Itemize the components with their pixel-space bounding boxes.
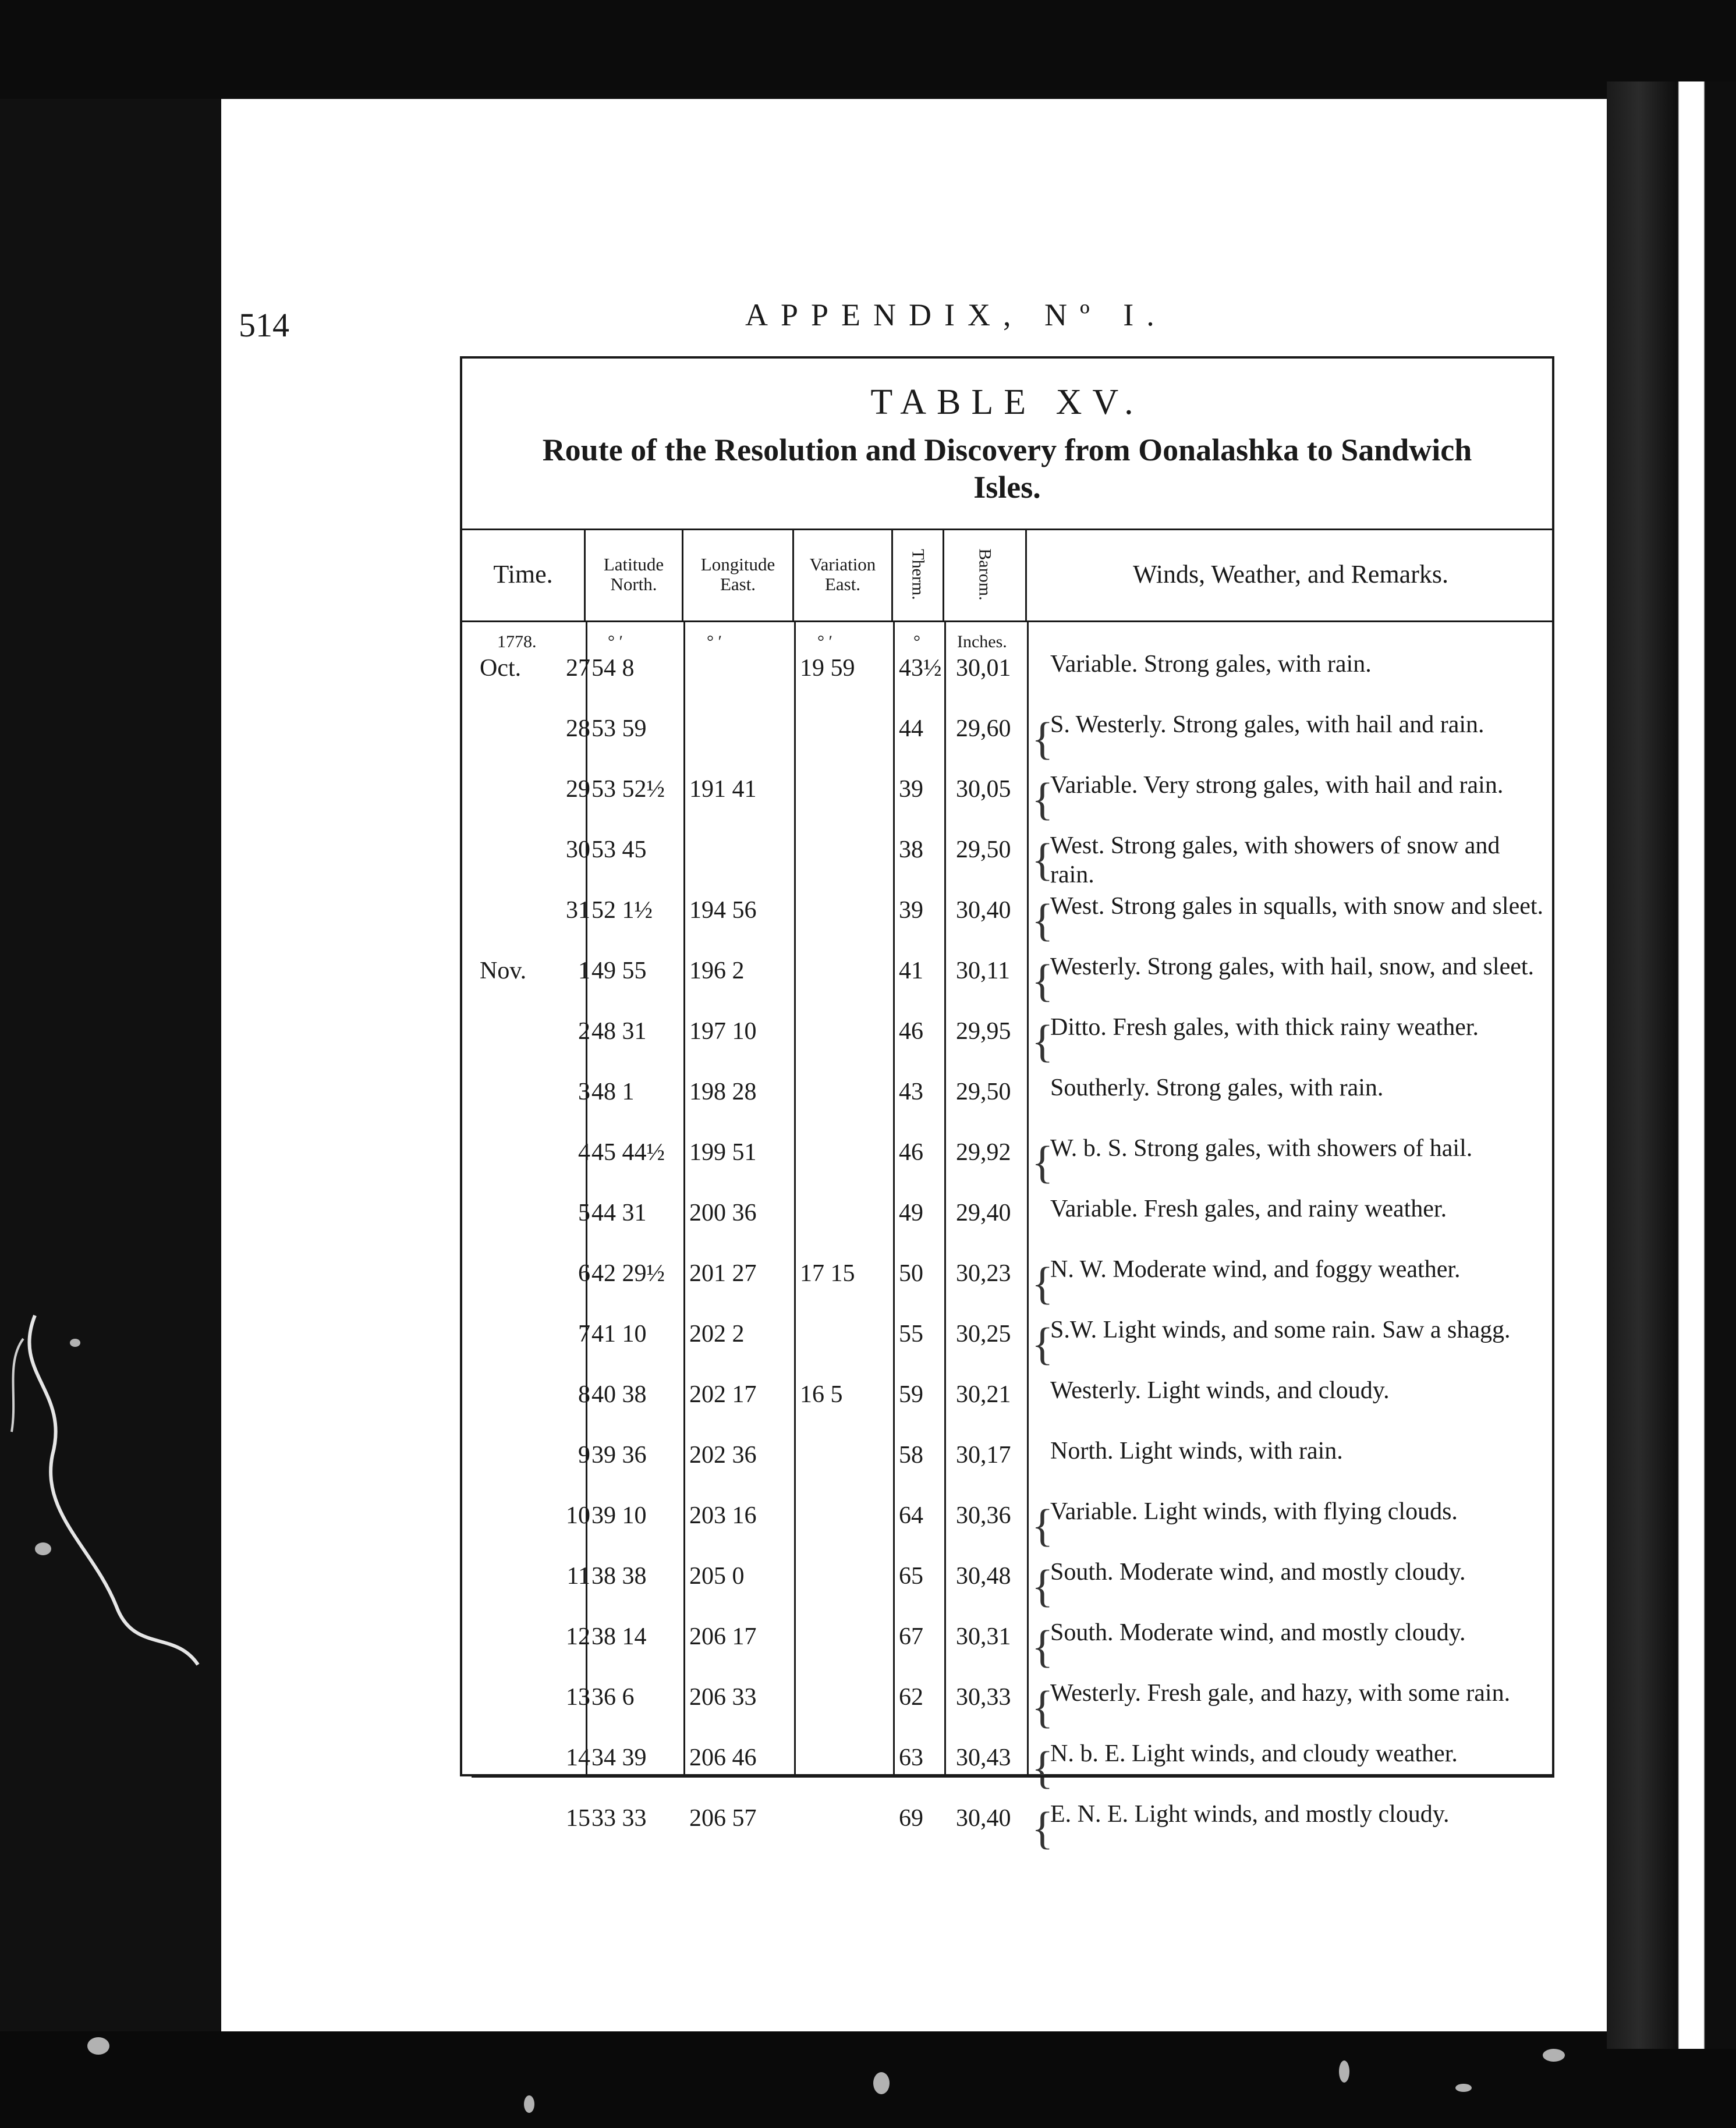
brace-glyph: { <box>1032 1621 1054 1672</box>
header-remarks: Winds, Weather, and Remarks. <box>1133 560 1448 588</box>
brace-glyph: { <box>1032 1500 1054 1551</box>
thermometer-cell: 65 <box>899 1563 923 1590</box>
barometer-cell: 29,95 <box>956 1018 1011 1045</box>
barometer-cell: 29,92 <box>956 1139 1011 1166</box>
brace-glyph: { <box>1032 895 1054 945</box>
table-row <box>462 1618 1552 1679</box>
barometer-cell: 30,11 <box>956 957 1010 984</box>
thermometer-cell: 39 <box>899 897 923 924</box>
longitude-cell: 194 56 <box>689 897 757 924</box>
brace-glyph: { <box>1032 1742 1054 1793</box>
brace-glyph: { <box>1032 1318 1054 1369</box>
scan-speck <box>87 2037 109 2055</box>
day-cell: 10 <box>566 1502 590 1529</box>
latitude-cell: 34 39 <box>591 1744 647 1771</box>
thermometer-cell: 38 <box>899 836 923 863</box>
table-row <box>462 1255 1552 1315</box>
scan-speck <box>1339 2060 1349 2083</box>
scan-speck <box>1543 2049 1565 2062</box>
longitude-cell: 199 51 <box>689 1139 757 1166</box>
latitude-cell: 52 1½ <box>591 897 653 924</box>
brace-glyph: { <box>1032 1137 1054 1187</box>
latitude-cell: 39 36 <box>591 1442 647 1469</box>
day-cell: 8 <box>578 1381 590 1408</box>
table-row <box>462 1800 1552 1860</box>
day-cell: 3 <box>578 1079 590 1105</box>
barometer-cell: 30,40 <box>956 897 1011 924</box>
latitude-cell: 36 6 <box>591 1684 635 1711</box>
table-row <box>462 1739 1552 1800</box>
day-cell: 31 <box>566 897 590 924</box>
scan-speck <box>35 1542 51 1555</box>
latitude-cell: 41 10 <box>591 1321 647 1347</box>
remark-cell: S.W. Light winds, and some rain. Saw a shagg. <box>1050 1317 1511 1343</box>
day-cell: 4 <box>578 1139 590 1166</box>
longitude-cell: 203 16 <box>689 1502 757 1529</box>
remark-cell: N. b. E. Light winds, and cloudy weather. <box>1050 1740 1458 1767</box>
table-row <box>462 1013 1552 1073</box>
barometer-cell: 30,21 <box>956 1381 1011 1408</box>
day-cell: 13 <box>566 1684 590 1711</box>
table-row <box>462 1558 1552 1618</box>
header-latitude: Latitude North. <box>586 529 683 620</box>
header-thermometer: Therm. <box>893 529 944 620</box>
longitude-cell: 206 33 <box>689 1684 757 1711</box>
latitude-cell: 53 52½ <box>591 776 665 803</box>
latitude-cell: 54 8 <box>591 655 635 682</box>
brace-glyph: { <box>1032 1560 1054 1611</box>
stray-thread <box>0 1304 221 1700</box>
table-row <box>462 1679 1552 1739</box>
thermometer-cell: 58 <box>899 1442 923 1469</box>
thermometer-cell: 55 <box>899 1321 923 1347</box>
barometer-cell: 30,33 <box>956 1684 1011 1711</box>
unit-variation: ° ′ <box>817 632 833 651</box>
brace-glyph: { <box>1032 1803 1054 1853</box>
table-title: TABLE XV. <box>870 382 1144 422</box>
table-row <box>462 1437 1552 1497</box>
latitude-cell: 33 33 <box>591 1805 647 1832</box>
table-row <box>462 1194 1552 1255</box>
table-row <box>462 1134 1552 1194</box>
longitude-cell: 191 41 <box>689 776 757 803</box>
page-number: 514 <box>239 306 289 344</box>
remark-cell: West. Strong gales, with showers of snow and rain. <box>1050 832 1500 888</box>
remark-cell: Variable. Strong gales, with rain. <box>1050 651 1372 678</box>
remark-cell: Southerly. Strong gales, with rain. <box>1050 1074 1384 1101</box>
brace-glyph: { <box>1032 1682 1054 1732</box>
thermometer-cell: 49 <box>899 1200 923 1226</box>
day-cell: 27 <box>566 655 590 682</box>
latitude-cell: 38 38 <box>591 1563 647 1590</box>
scan-speck <box>1455 2084 1472 2092</box>
barometer-cell: 30,25 <box>956 1321 1011 1347</box>
brace-glyph: { <box>1032 1016 1054 1066</box>
remark-cell: Westerly. Light winds, and cloudy. <box>1050 1377 1390 1404</box>
longitude-cell: 201 27 <box>689 1260 757 1287</box>
table-row <box>462 1073 1552 1134</box>
bottom-rule <box>472 1775 1554 1778</box>
header-rule <box>462 620 1552 622</box>
remark-cell: Variable. Light winds, with flying clouds. <box>1050 1498 1458 1525</box>
longitude-cell: 205 0 <box>689 1563 745 1590</box>
latitude-cell: 53 59 <box>591 715 647 742</box>
thermometer-cell: 64 <box>899 1502 923 1529</box>
brace-glyph: { <box>1032 834 1054 885</box>
table-row <box>462 1376 1552 1437</box>
header-barometer: Barom. <box>944 529 1027 620</box>
longitude-cell: 197 10 <box>689 1018 757 1045</box>
day-cell: 12 <box>566 1623 590 1650</box>
latitude-cell: 40 38 <box>591 1381 647 1408</box>
latitude-cell: 49 55 <box>591 957 647 984</box>
data-table <box>460 356 1554 1853</box>
remark-cell: Westerly. Fresh gale, and hazy, with some rain. <box>1050 1680 1511 1707</box>
table-row <box>462 710 1552 771</box>
day-cell: 6 <box>578 1260 590 1287</box>
unit-year: 1778. <box>497 632 537 651</box>
table-row <box>462 650 1552 710</box>
latitude-cell: 39 10 <box>591 1502 647 1529</box>
month-cell: Oct. <box>480 655 522 682</box>
thermometer-cell: 41 <box>899 957 923 984</box>
table-row <box>462 1315 1552 1376</box>
table-row <box>462 1497 1552 1558</box>
day-cell: 11 <box>566 1563 590 1590</box>
latitude-cell: 48 1 <box>591 1079 635 1105</box>
unit-latitude: ° ′ <box>608 632 623 651</box>
latitude-cell: 42 29½ <box>591 1260 665 1287</box>
remark-cell: W. b. S. Strong gales, with showers of hail. <box>1050 1135 1473 1162</box>
variation-cell: 16 5 <box>800 1381 843 1408</box>
unit-barometer: Inches. <box>957 632 1007 651</box>
day-cell: 29 <box>566 776 590 803</box>
latitude-cell: 48 31 <box>591 1018 647 1045</box>
thermometer-cell: 62 <box>899 1684 923 1711</box>
thermometer-cell: 39 <box>899 776 923 803</box>
longitude-cell: 200 36 <box>689 1200 757 1226</box>
remark-cell: N. W. Moderate wind, and foggy weather. <box>1050 1256 1461 1283</box>
longitude-cell: 206 17 <box>689 1623 757 1650</box>
table-row <box>462 831 1552 892</box>
table-title-block <box>462 359 1552 530</box>
table-row <box>462 952 1552 1013</box>
table-row <box>462 771 1552 831</box>
barometer-cell: 30,31 <box>956 1623 1011 1650</box>
month-cell: Nov. <box>480 957 527 984</box>
latitude-cell: 53 45 <box>591 836 647 863</box>
barometer-cell: 30,17 <box>956 1442 1011 1469</box>
variation-cell: 19 59 <box>800 655 855 682</box>
unit-thermometer: ° <box>913 632 920 651</box>
barometer-cell: 29,50 <box>956 1079 1011 1105</box>
thermometer-cell: 43½ <box>899 655 942 682</box>
thermometer-cell: 44 <box>899 715 923 742</box>
thermometer-cell: 63 <box>899 1744 923 1771</box>
longitude-cell: 198 28 <box>689 1079 757 1105</box>
barometer-cell: 29,60 <box>956 715 1011 742</box>
thermometer-cell: 46 <box>899 1139 923 1166</box>
longitude-cell: 202 36 <box>689 1442 757 1469</box>
thermometer-cell: 43 <box>899 1079 923 1105</box>
barometer-cell: 30,36 <box>956 1502 1011 1529</box>
scan-border-bottom <box>0 2031 1736 2128</box>
variation-cell: 17 15 <box>800 1260 855 1287</box>
thermometer-cell: 69 <box>899 1805 923 1832</box>
longitude-cell: 202 2 <box>689 1321 745 1347</box>
barometer-cell: 30,05 <box>956 776 1011 803</box>
remark-cell: Westerly. Strong gales, with hail, snow, and sleet. <box>1050 953 1535 980</box>
barometer-cell: 30,43 <box>956 1744 1011 1771</box>
header-variation: Variation East. <box>794 529 893 620</box>
longitude-cell: 206 57 <box>689 1805 757 1832</box>
latitude-cell: 44 31 <box>591 1200 647 1226</box>
barometer-cell: 30,01 <box>956 655 1011 682</box>
header-longitude: Longitude East. <box>683 529 794 620</box>
day-cell: 28 <box>566 715 590 742</box>
thermometer-cell: 59 <box>899 1381 923 1408</box>
remark-cell: Ditto. Fresh gales, with thick rainy weather. <box>1050 1014 1479 1041</box>
table-subtitle: Route of the Resolution and Discovery from Oonalashka to Sandwich Isles. <box>542 432 1472 505</box>
unit-longitude: ° ′ <box>707 632 722 651</box>
scan-speck <box>524 2095 534 2113</box>
thermometer-cell: 46 <box>899 1018 923 1045</box>
remark-cell: South. Moderate wind, and mostly cloudy. <box>1050 1559 1466 1586</box>
day-cell: 9 <box>578 1442 590 1469</box>
brace-glyph: { <box>1032 955 1054 1006</box>
remark-cell: West. Strong gales in squalls, with snow and sleet. <box>1050 893 1544 920</box>
barometer-cell: 30,48 <box>956 1563 1011 1590</box>
barometer-cell: 30,40 <box>956 1805 1011 1832</box>
day-cell: 30 <box>566 836 590 863</box>
longitude-cell: 206 46 <box>689 1744 757 1771</box>
remark-cell: S. Westerly. Strong gales, with hail and rain. <box>1050 711 1485 738</box>
remark-cell: South. Moderate wind, and mostly cloudy. <box>1050 1619 1466 1646</box>
thermometer-cell: 50 <box>899 1260 923 1287</box>
day-cell: 2 <box>578 1018 590 1045</box>
latitude-cell: 45 44½ <box>591 1139 665 1166</box>
remark-cell: Variable. Fresh gales, and rainy weather. <box>1050 1196 1447 1222</box>
longitude-cell: 202 17 <box>689 1381 757 1408</box>
barometer-cell: 30,23 <box>956 1260 1011 1287</box>
day-cell: 7 <box>578 1321 590 1347</box>
day-cell: 14 <box>566 1744 590 1771</box>
day-cell: 1 <box>578 957 590 984</box>
day-cell: 15 <box>566 1805 590 1832</box>
scan-speck <box>70 1339 80 1347</box>
remark-cell: North. Light winds, with rain. <box>1050 1438 1343 1464</box>
day-cell: 5 <box>578 1200 590 1226</box>
brace-glyph: { <box>1032 1258 1054 1308</box>
thermometer-cell: 67 <box>899 1623 923 1650</box>
barometer-cell: 29,50 <box>956 836 1011 863</box>
remark-cell: Variable. Very strong gales, with hail and rain. <box>1050 772 1504 799</box>
scan-border-top <box>0 0 1736 99</box>
scan-speck <box>873 2072 890 2094</box>
header-time: Time. <box>462 529 586 620</box>
latitude-cell: 38 14 <box>591 1623 647 1650</box>
brace-glyph: { <box>1032 713 1054 764</box>
table-row <box>462 892 1552 952</box>
barometer-cell: 29,40 <box>956 1200 1011 1226</box>
longitude-cell: 196 2 <box>689 957 745 984</box>
running-head: APPENDIX, Nº I. <box>745 297 1167 332</box>
brace-glyph: { <box>1032 774 1054 824</box>
book-binding-edge <box>1607 81 1736 2049</box>
remark-cell: E. N. E. Light winds, and mostly cloudy. <box>1050 1801 1450 1828</box>
